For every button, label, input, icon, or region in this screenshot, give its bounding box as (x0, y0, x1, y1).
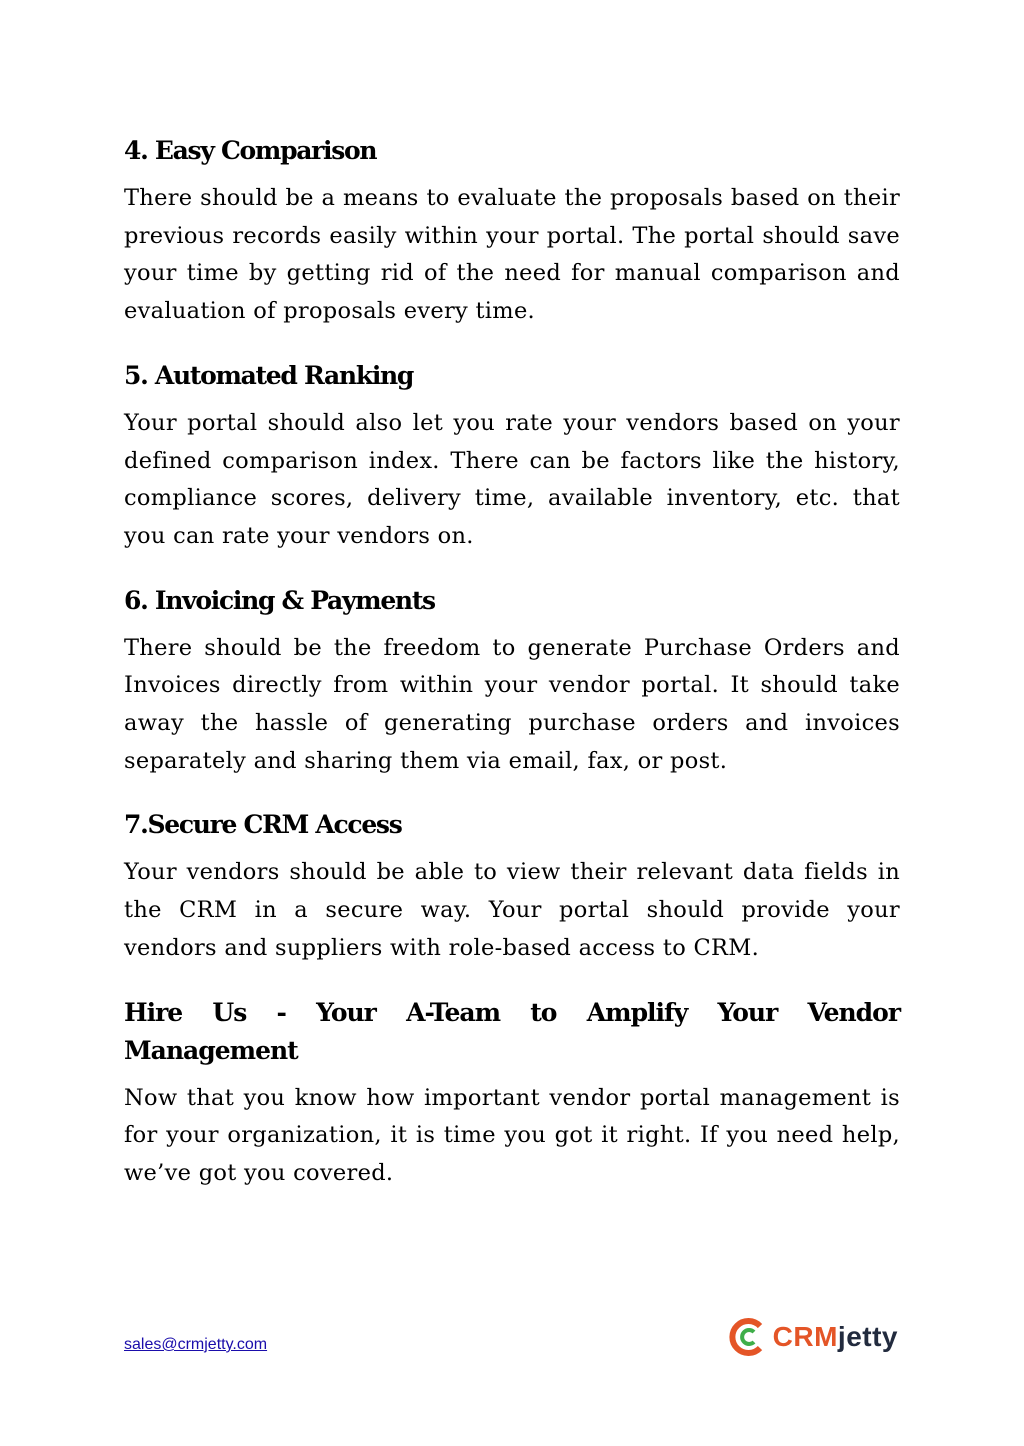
section-heading-hire-us: Hire Us - Your A-Team to Amplify Your Vendor Management (124, 997, 900, 1065)
company-logo (727, 1314, 898, 1360)
crmjetty-logo-icon (727, 1317, 767, 1357)
section-heading-secure-crm-access: 7.Secure CRM Access (124, 810, 402, 840)
email-link[interactable]: sales@crmjetty.com (124, 1336, 268, 1353)
document-body (124, 132, 900, 1219)
section-body-hire-us: Now that you know how important vendor portal management is for your organization, it is time you got it right. If you need help, we’ve got you covered. (124, 1084, 900, 1186)
logo-wordmark (773, 1321, 898, 1353)
page-footer (124, 1321, 900, 1380)
section-heading-invoicing-payments: 6. Invoicing & Payments (124, 585, 435, 615)
logo-wordmark-jetty: jetty (837, 1321, 898, 1352)
section-body-invoicing-payments: There should be the freedom to generate Purchase Orders and Invoices directly from within your vendor portal. It should take away the hassle of generating purchase orders and invoices separately and sharing them via email, fax, or post. (124, 634, 900, 774)
section-body-secure-crm-access: Your vendors should be able to view their relevant data fields in the CRM in a secure way. Your portal should provide your vendors and suppliers with role-based access to CRM. (124, 859, 900, 961)
section-heading-automated-ranking: 5. Automated Ranking (124, 360, 414, 390)
section-body-automated-ranking: Your portal should also let you rate your vendors based on your defined comparison index. There can be factors like the history, compliance scores, delivery time, available inventory, etc. that you can rate your vendors on. (124, 409, 900, 549)
section-body-easy-comparison: There should be a means to evaluate the proposals based on their previous records easily within your portal. The portal should save your time by getting rid of the need for manual comparison and evaluation of proposals every time. (124, 185, 900, 325)
section-heading-easy-comparison: 4. Easy Comparison (124, 136, 377, 165)
logo-wordmark-crm: CRM (772, 1321, 838, 1352)
